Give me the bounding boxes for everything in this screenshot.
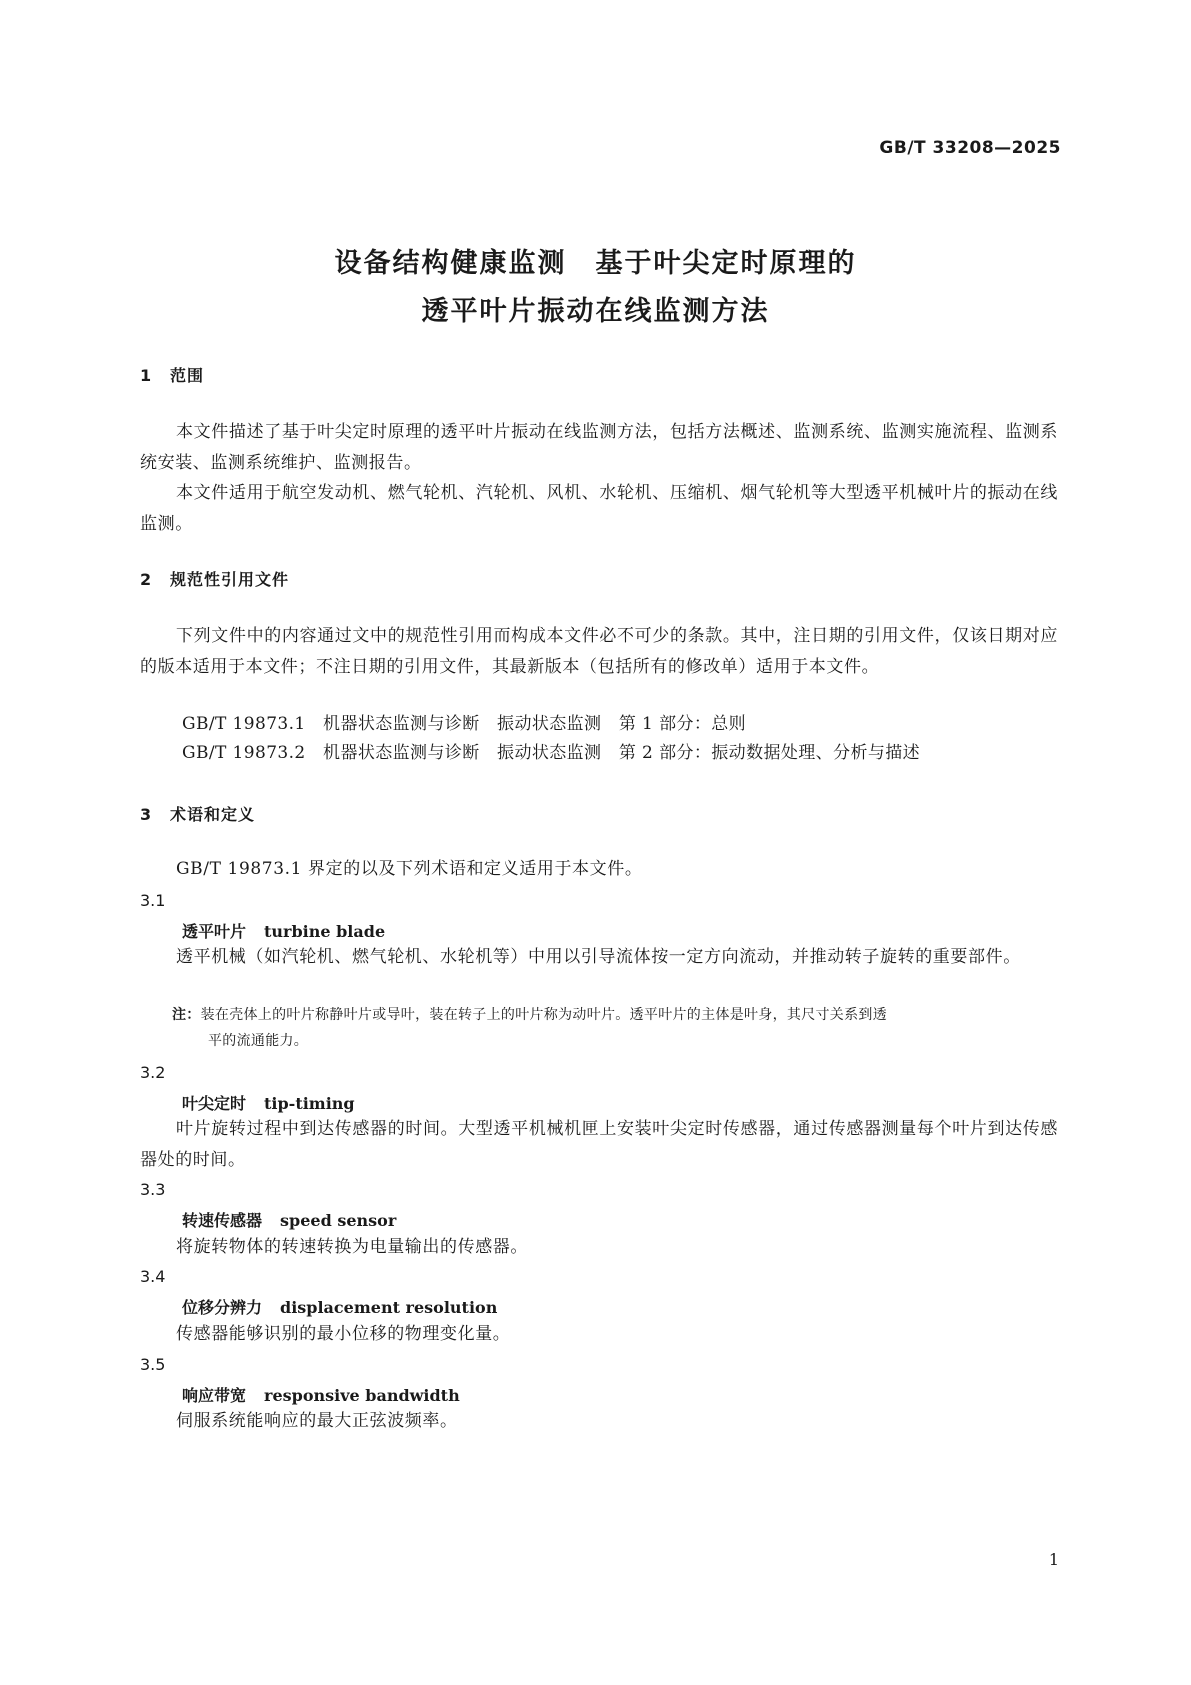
section-2-heading	[140, 567, 289, 590]
term-chinese: 透平叶片	[182, 922, 247, 941]
section-1-heading	[140, 363, 204, 386]
section-1-para-1: 本文件描述了基于叶尖定时原理的透平叶片振动在线监测方法，包括方法概述、监测系统、监测实施流程、监测系统安装、监测系统维护、监测报告。	[140, 422, 1058, 473]
section-title: 范围	[170, 366, 205, 385]
title-line-1: 设备结构健康监测 基于叶尖定时原理的	[334, 248, 857, 279]
term-number: 3.4	[140, 1267, 166, 1286]
term-heading	[182, 1383, 460, 1406]
term-number: 3.2	[140, 1063, 166, 1082]
document-title	[0, 240, 1191, 336]
term-definition: 传感器能够识别的最小位移的物理变化量。	[176, 1324, 511, 1344]
normative-reference: GB/T 19873.2 机器状态监测与诊断 振动状态监测 第 2 部分：振动数据处理、分析与描述	[182, 743, 921, 763]
term-note	[172, 1002, 1058, 1054]
term-heading	[182, 1295, 497, 1318]
term-definition: 透平机械（如汽轮机、燃气轮机、水轮机等）中用以引导流体按一定方向流动，并推动转子旋转的重要部件。	[176, 947, 1021, 967]
term-english: displacement resolution	[280, 1298, 498, 1317]
term-definition: 叶片旋转过程中到达传感器的时间。大型透平机械机匣上安装叶尖定时传感器，通过传感器测量每个叶片到达传感器处的时间。	[140, 1119, 1058, 1170]
section-number: 1	[140, 366, 153, 385]
section-title: 规范性引用文件	[170, 570, 290, 589]
standard-number: GB/T 33208—2025	[879, 138, 1061, 158]
term-heading	[182, 1208, 396, 1231]
note-label: 注：	[172, 1007, 201, 1023]
title-line-2: 透平叶片振动在线监测方法	[421, 296, 770, 327]
term-number: 3.3	[140, 1180, 166, 1199]
section-number: 3	[140, 805, 153, 824]
section-3-intro: GB/T 19873.1 界定的以及下列术语和定义适用于本文件。	[176, 859, 643, 879]
term-heading	[182, 919, 385, 942]
term-chinese: 响应带宽	[182, 1386, 247, 1405]
term-chinese: 转速传感器	[182, 1211, 263, 1230]
term-english: speed sensor	[280, 1211, 397, 1230]
page-number: 1	[1048, 1550, 1059, 1569]
term-definition: 伺服系统能响应的最大正弦波频率。	[176, 1411, 458, 1431]
term-chinese: 位移分辨力	[182, 1298, 263, 1317]
term-definition: 将旋转物体的转速转换为电量输出的传感器。	[176, 1237, 528, 1257]
term-english: turbine blade	[264, 922, 386, 941]
normative-reference: GB/T 19873.1 机器状态监测与诊断 振动状态监测 第 1 部分：总则	[182, 714, 747, 734]
note-text-line-2: 平的流通能力。	[208, 1033, 309, 1049]
term-english: responsive bandwidth	[264, 1386, 460, 1405]
term-number: 3.5	[140, 1355, 166, 1374]
note-text-line-1: 装在壳体上的叶片称静叶片或导叶，装在转子上的叶片称为动叶片。透平叶片的主体是叶身，其尺寸关系到透	[200, 1007, 888, 1023]
section-title: 术语和定义	[170, 805, 256, 824]
term-english: tip-timing	[264, 1094, 355, 1113]
section-1-para-2: 本文件适用于航空发动机、燃气轮机、汽轮机、风机、水轮机、压缩机、烟气轮机等大型透平机械叶片的振动在线监测。	[140, 483, 1058, 534]
section-2-para-1: 下列文件中的内容通过文中的规范性引用而构成本文件必不可少的条款。其中，注日期的引用文件，仅该日期对应的版本适用于本文件；不注日期的引用文件，其最新版本（包括所有的修改单）适用于本文件。	[140, 626, 1058, 677]
term-heading	[182, 1091, 355, 1114]
section-number: 2	[140, 570, 153, 589]
term-number: 3.1	[140, 891, 166, 910]
term-chinese: 叶尖定时	[182, 1094, 247, 1113]
section-3-heading	[140, 802, 255, 825]
